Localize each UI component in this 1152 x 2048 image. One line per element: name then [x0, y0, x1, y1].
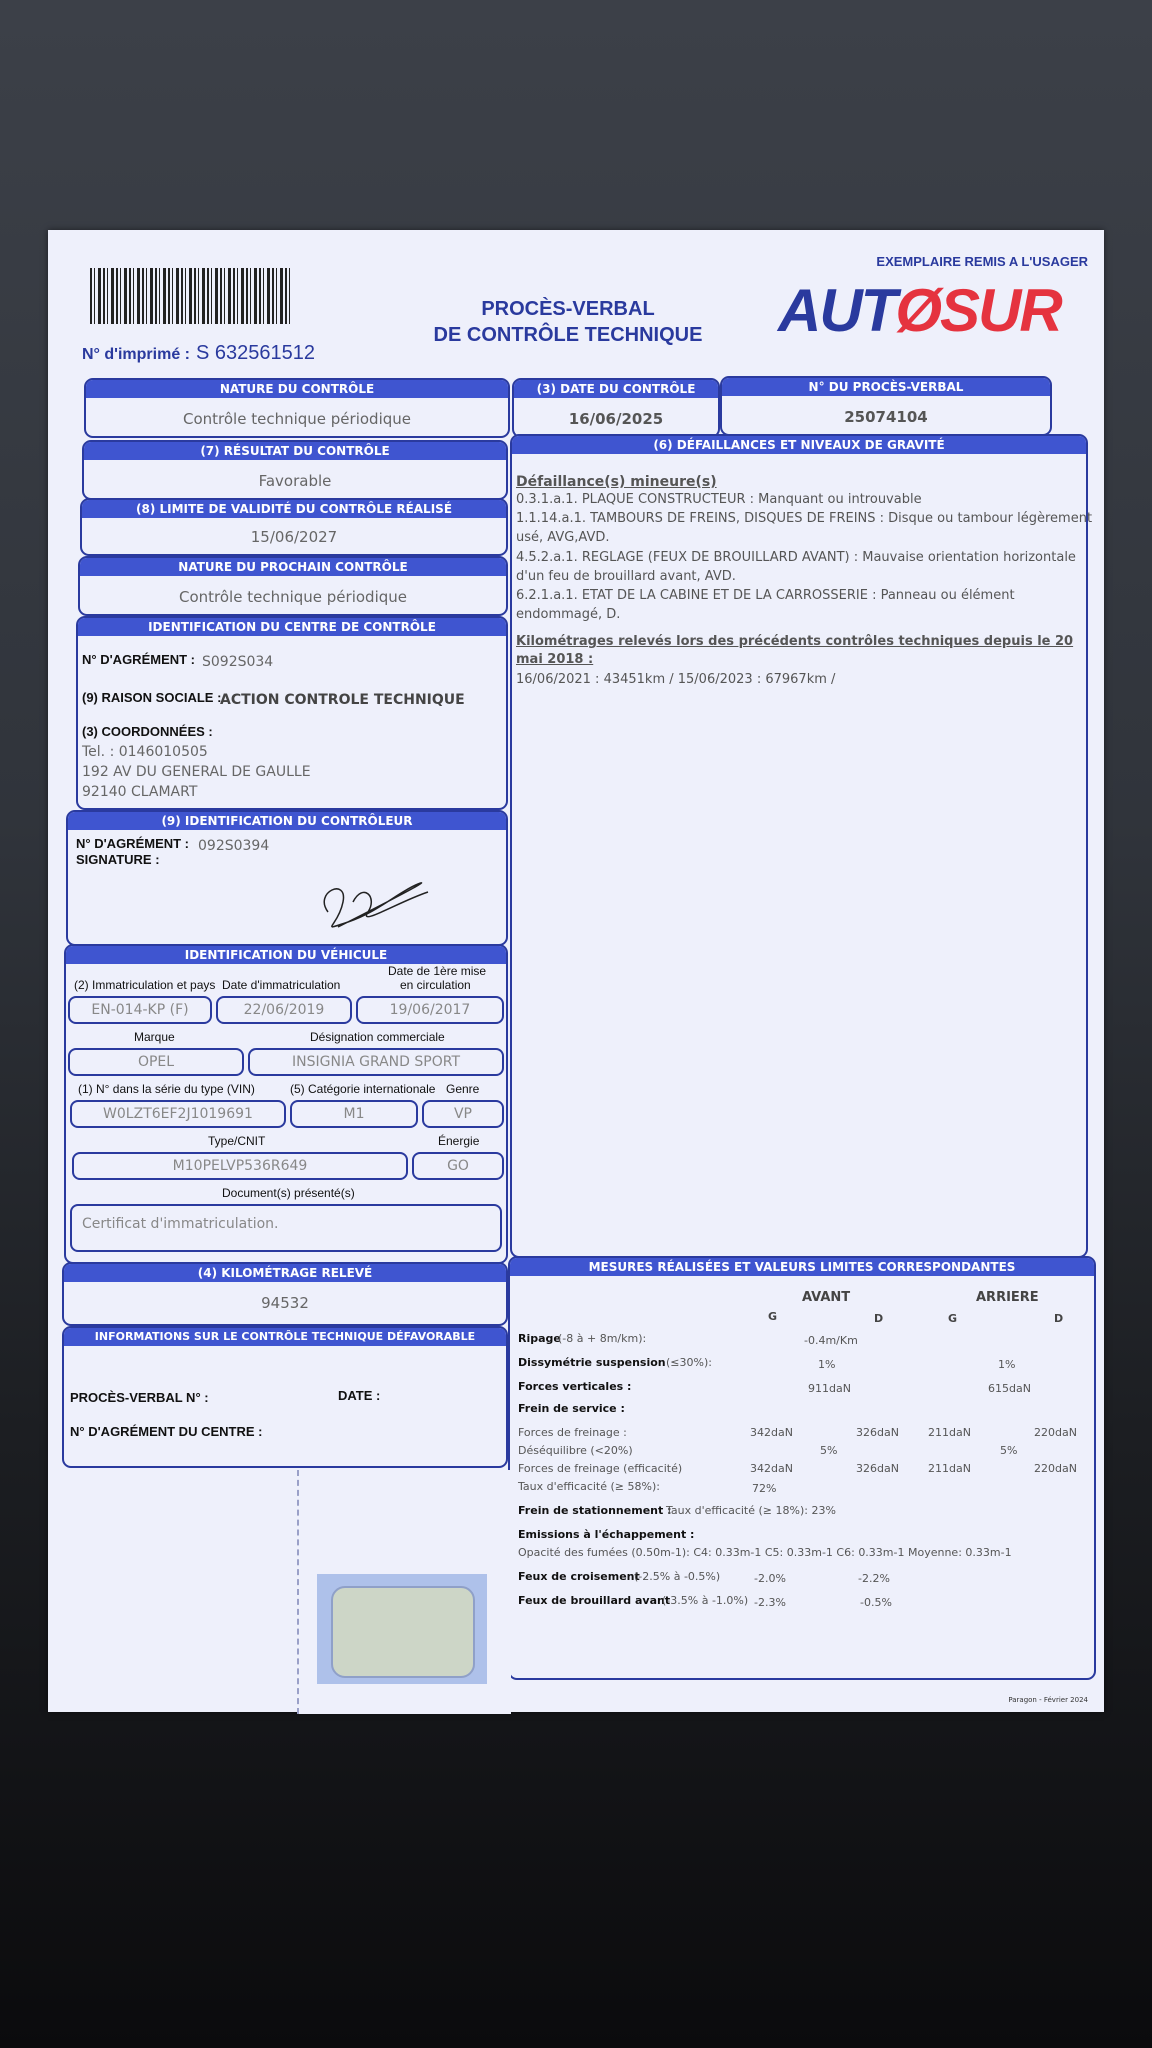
ripage-label: Ripage — [518, 1332, 561, 1345]
opacite-values: Opacité des fumées (0.50m-1): C4: 0.33m-1 C5: 0.33m-1 C6: 0.33m-1 Moyenne: 0.33m-1 — [518, 1546, 1012, 1559]
defaillance-line: usé, AVG,AVD. — [516, 530, 610, 545]
kilometrage-value: 94532 — [261, 1294, 309, 1312]
signature-scribble — [308, 872, 438, 936]
feux-croisement-limit: (-2.5% à -0.5%) — [634, 1570, 721, 1583]
fe-arriere-d: 220daN — [1034, 1462, 1077, 1475]
imprime-number: S 632561512 — [196, 342, 316, 364]
defaillance-line: endommagé, D. — [516, 607, 621, 622]
designation-label: Désignation commerciale — [310, 1030, 445, 1044]
km-history-values: 16/06/2021 : 43451km / 15/06/2023 : 67967km / — [516, 672, 836, 687]
ff-arriere-g: 211daN — [928, 1426, 971, 1439]
ff-avant-g: 342daN — [750, 1426, 793, 1439]
date-immat-label: Date d'immatriculation — [222, 978, 341, 992]
defaillance-line: d'un feu de brouillard avant, AVD. — [516, 569, 736, 584]
kilometrage-box — [62, 1262, 508, 1326]
categorie-label: (5) Catégorie internationale — [290, 1082, 436, 1096]
pv-number-header: N° DU PROCÈS-VERBAL — [722, 378, 1050, 396]
prochain-controle-box — [78, 556, 508, 616]
km-history-title-line1: Kilométrages relevés lors des précédents contrôles techniques depuis le 20 — [516, 634, 1074, 649]
signature-label: SIGNATURE : — [76, 852, 160, 867]
defavorable-date-label: DATE : — [338, 1388, 381, 1403]
raison-sociale-label: (9) RAISON SOCIALE : — [82, 690, 222, 705]
centre-address-line1: 192 AV DU GENERAL DE GAULLE — [82, 764, 311, 780]
controleur-agrement-label: N° D'AGRÉMENT : — [76, 836, 190, 851]
pv-number-value: 25074104 — [844, 408, 928, 426]
centre-box — [76, 616, 508, 810]
emissions-label: Emissions à l'échappement : — [518, 1528, 695, 1541]
desequilibre-avant: 5% — [820, 1444, 838, 1457]
avant-d-heading: D — [874, 1312, 884, 1325]
genre-field: VP — [422, 1100, 504, 1128]
defavorable-agrement-label: N° D'AGRÉMENT DU CENTRE : — [70, 1424, 263, 1439]
autosur-logo — [778, 276, 1061, 345]
date-controle-value: 16/06/2025 — [568, 410, 664, 428]
fe-avant-g: 342daN — [750, 1462, 793, 1475]
logo-text-aut: AUT — [778, 277, 896, 344]
arriere-g-heading: G — [948, 1312, 958, 1325]
resultat-box — [82, 440, 508, 500]
premiere-circulation-label2: en circulation — [400, 978, 471, 992]
date-controle-header: (3) DATE DU CONTRÔLE — [514, 380, 718, 398]
date-immat-field: 22/06/2019 — [216, 996, 352, 1024]
type-cnit-field: M10PELVP536R649 — [72, 1152, 408, 1180]
feux-brouillard-limit: (-3.5% à -1.0%) — [662, 1594, 749, 1607]
dissymetrie-label: Dissymétrie suspension — [518, 1356, 666, 1369]
fe-arriere-g: 211daN — [928, 1462, 971, 1475]
mesures-arriere-heading: ARRIERE — [976, 1290, 1039, 1305]
vin-field: W0LZT6EF2J1019691 — [70, 1100, 286, 1128]
sticker-window — [331, 1586, 475, 1678]
fe-avant-d: 326daN — [856, 1462, 899, 1475]
kilometrage-header: (4) KILOMÉTRAGE RELEVÉ — [64, 1264, 506, 1282]
defaillance-line: 4.5.2.a.1. REGLAGE (FEUX DE BROUILLARD AVANT) : Mauvaise orientation horizontale — [516, 550, 1076, 565]
nature-controle-box — [84, 378, 510, 438]
ff-avant-d: 326daN — [856, 1426, 899, 1439]
feux-croisement-d: -2.2% — [858, 1572, 890, 1585]
feux-brouillard-label: Feux de brouillard avant — [518, 1594, 671, 1607]
validite-value: 15/06/2027 — [250, 528, 338, 546]
frein-stationnement-value: Taux d'efficacité (≥ 18%): 23% — [666, 1504, 836, 1517]
defaillance-line: 0.3.1.a.1. PLAQUE CONSTRUCTEUR : Manquant ou introuvable — [516, 492, 922, 507]
immat-label: (2) Immatriculation et pays — [74, 978, 216, 992]
resultat-header: (7) RÉSULTAT DU CONTRÔLE — [84, 442, 506, 460]
exemplaire-label: EXEMPLAIRE REMIS A L'USAGER — [876, 254, 1088, 269]
forces-verticales-avant: 911daN — [808, 1382, 851, 1395]
forces-freinage-label: Forces de freinage : — [518, 1426, 627, 1439]
documents-label: Document(s) présenté(s) — [222, 1186, 355, 1200]
document-title-line2: DE CONTRÔLE TECHNIQUE — [433, 324, 703, 346]
controleur-box — [66, 810, 508, 946]
forces-verticales-arriere: 615daN — [988, 1382, 1031, 1395]
validite-box — [80, 498, 508, 556]
frein-stationnement-label: Frein de stationnement : — [518, 1504, 672, 1517]
resultat-value: Favorable — [258, 472, 332, 490]
taux-efficacite-label: Taux d'efficacité (≥ 58%): — [518, 1480, 660, 1493]
desequilibre-label: Déséquilibre (<20%) — [518, 1444, 633, 1457]
feux-brouillard-g: -2.3% — [754, 1596, 786, 1609]
raison-sociale-value: ACTION CONTROLE TECHNIQUE — [220, 692, 465, 708]
documents-field — [70, 1204, 502, 1252]
frein-service-label: Frein de service : — [518, 1402, 625, 1415]
logo-text-o: Ø — [895, 277, 940, 344]
prochain-controle-header: NATURE DU PROCHAIN CONTRÔLE — [80, 558, 506, 576]
arriere-d-heading: D — [1054, 1312, 1064, 1325]
marque-field: OPEL — [68, 1048, 244, 1076]
barcode — [90, 268, 290, 324]
mesures-header: MESURES RÉALISÉES ET VALEURS LIMITES CORRESPONDANTES — [510, 1258, 1094, 1276]
dissymetrie-limit: (≤30%): — [666, 1356, 712, 1369]
centre-agrement-value: S092S034 — [202, 654, 274, 670]
type-cnit-label: Type/CNIT — [208, 1134, 266, 1148]
centre-address-line2: 92140 CLAMART — [82, 784, 198, 800]
avant-g-heading: G — [768, 1310, 778, 1323]
nature-controle-value: Contrôle technique périodique — [183, 410, 411, 428]
vehicule-header: IDENTIFICATION DU VÉHICULE — [66, 946, 506, 964]
controleur-agrement-value: 092S0394 — [198, 838, 270, 854]
immat-field: EN-014-KP (F) — [68, 996, 212, 1024]
mesures-avant-heading: AVANT — [802, 1290, 851, 1305]
defaillance-line: 6.2.1.a.1. ETAT DE LA CABINE ET DE LA CARROSSERIE : Panneau ou élément — [516, 588, 1015, 603]
energie-field: GO — [412, 1152, 504, 1180]
forces-efficacite-label: Forces de freinage (efficacité) — [518, 1462, 683, 1475]
categorie-field: M1 — [290, 1100, 418, 1128]
dissymetrie-arriere: 1% — [998, 1358, 1016, 1371]
desequilibre-arriere: 5% — [1000, 1444, 1018, 1457]
ff-arriere-d: 220daN — [1034, 1426, 1077, 1439]
defaillance-line: 1.1.14.a.1. TAMBOURS DE FREINS, DISQUES DE FREINS : Disque ou tambour légèrement — [516, 511, 1093, 526]
centre-tel: Tel. : 0146010505 — [82, 744, 208, 760]
date-controle-box — [512, 378, 720, 438]
footer-print-code: Paragon - Février 2024 — [1008, 1696, 1088, 1704]
energie-label: Énergie — [438, 1134, 480, 1148]
centre-header: IDENTIFICATION DU CENTRE DE CONTRÔLE — [78, 618, 506, 636]
controleur-header: (9) IDENTIFICATION DU CONTRÔLEUR — [68, 812, 506, 830]
feux-croisement-g: -2.0% — [754, 1572, 786, 1585]
defaillances-mineures-title: Défaillance(s) mineure(s) — [516, 474, 717, 490]
document-sheet — [48, 230, 1104, 1712]
vin-label: (1) N° dans la série du type (VIN) — [78, 1082, 255, 1096]
logo-text-sur: SUR — [939, 277, 1061, 344]
taux-efficacite-value: 72% — [752, 1482, 777, 1495]
feux-brouillard-d: -0.5% — [860, 1596, 892, 1609]
ripage-limit: (-8 à + 8m/km): — [558, 1332, 647, 1345]
dissymetrie-avant: 1% — [818, 1358, 836, 1371]
defavorable-pv-label: PROCÈS-VERBAL N° : — [70, 1390, 209, 1405]
marque-label: Marque — [134, 1030, 175, 1044]
defaillances-header: (6) DÉFAILLANCES ET NIVEAUX DE GRAVITÉ — [512, 436, 1086, 454]
prochain-controle-value: Contrôle technique périodique — [179, 588, 407, 606]
km-history-title-line2: mai 2018 : — [516, 652, 594, 667]
nature-controle-header: NATURE DU CONTRÔLE — [86, 380, 508, 398]
ripage-value: -0.4m/Km — [804, 1334, 858, 1347]
genre-label: Genre — [446, 1082, 480, 1096]
designation-field: INSIGNIA GRAND SPORT — [248, 1048, 504, 1076]
detachable-stub — [297, 1470, 511, 1714]
validite-header: (8) LIMITE DE VALIDITÉ DU CONTRÔLE RÉALISÉ — [82, 500, 506, 518]
feux-croisement-label: Feux de croisement — [518, 1570, 640, 1583]
pv-number-box — [720, 376, 1052, 436]
premiere-circulation-field: 19/06/2017 — [356, 996, 504, 1024]
premiere-circulation-label: Date de 1ère mise — [388, 964, 487, 978]
defavorable-header: INFORMATIONS SUR LE CONTRÔLE TECHNIQUE DÉFAVORABLE — [64, 1328, 506, 1346]
documents-value: Certificat d'immatriculation. — [82, 1216, 279, 1232]
coordonnees-label: (3) COORDONNÉES : — [82, 724, 213, 739]
centre-agrement-label: N° D'AGRÉMENT : — [82, 652, 196, 667]
forces-verticales-label: Forces verticales : — [518, 1380, 632, 1393]
imprime-label: N° d'imprimé : — [82, 346, 190, 363]
document-title-line1: PROCÈS-VERBAL — [481, 298, 655, 320]
